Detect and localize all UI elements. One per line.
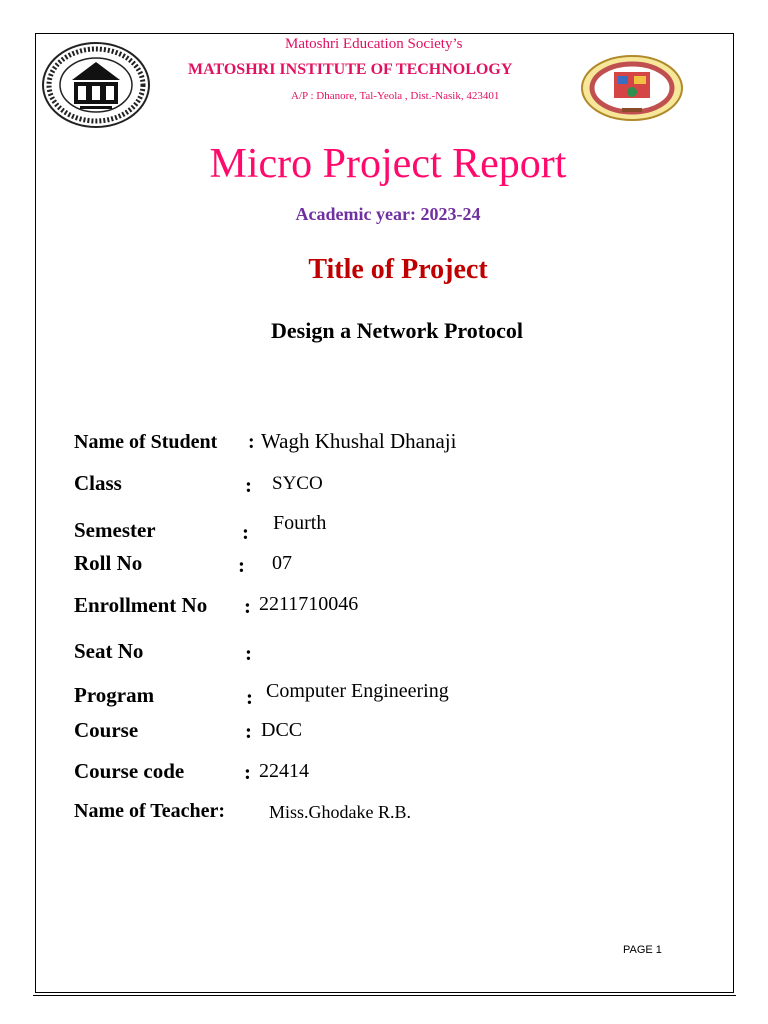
academic-year: Academic year: 2023-24: [295, 204, 481, 224]
institute-name: MATOSHRI INSTITUTE OF TECHNOLOGY: [188, 61, 513, 78]
teacher-value: Miss.Ghodake R.B.: [269, 802, 412, 822]
matoshri-institute-emblem-icon: [578, 42, 686, 122]
semester-colon: :: [242, 520, 249, 544]
semester-value: Fourth: [273, 512, 327, 534]
seat-colon: :: [245, 641, 252, 665]
enrollment-colon: :: [244, 594, 251, 618]
seat-label: Seat No: [74, 639, 144, 663]
course-code-colon: :: [244, 760, 251, 784]
enrollment-label: Enrollment No: [74, 593, 208, 617]
course-label: Course: [74, 718, 139, 742]
class-colon: :: [245, 473, 252, 497]
institute-address: A/P : Dhanore, Tal-Yeola , Dist.-Nasik, 423401: [291, 90, 500, 102]
report-title: Micro Project Report: [209, 141, 567, 187]
student-label: Name of Student: [74, 431, 218, 453]
page-border-double-line: [33, 995, 736, 996]
course-code-value: 22414: [259, 760, 309, 782]
course-colon: :: [245, 719, 252, 743]
class-value: SYCO: [272, 473, 323, 494]
roll-label: Roll No: [74, 551, 143, 575]
page-number: PAGE 1: [623, 944, 662, 956]
semester-label: Semester: [74, 518, 156, 542]
course-code-label: Course code: [74, 759, 185, 783]
student-colon: :: [248, 431, 255, 453]
society-name: Matoshri Education Society’s: [285, 36, 463, 52]
roll-colon: :: [238, 553, 245, 577]
project-name: Design a Network Protocol: [271, 318, 523, 343]
student-value: Wagh Khushal Dhanaji: [261, 429, 457, 453]
roll-value: 07: [272, 552, 292, 574]
teacher-label: Name of Teacher:: [74, 800, 226, 822]
msbte-seal-icon: [40, 40, 152, 130]
class-label: Class: [74, 471, 122, 495]
course-value: DCC: [261, 719, 303, 741]
program-label: Program: [74, 683, 155, 707]
enrollment-value: 2211710046: [259, 593, 359, 615]
program-value: Computer Engineering: [266, 680, 449, 702]
program-colon: :: [246, 685, 253, 709]
title-of-project-heading: Title of Project: [308, 254, 488, 285]
